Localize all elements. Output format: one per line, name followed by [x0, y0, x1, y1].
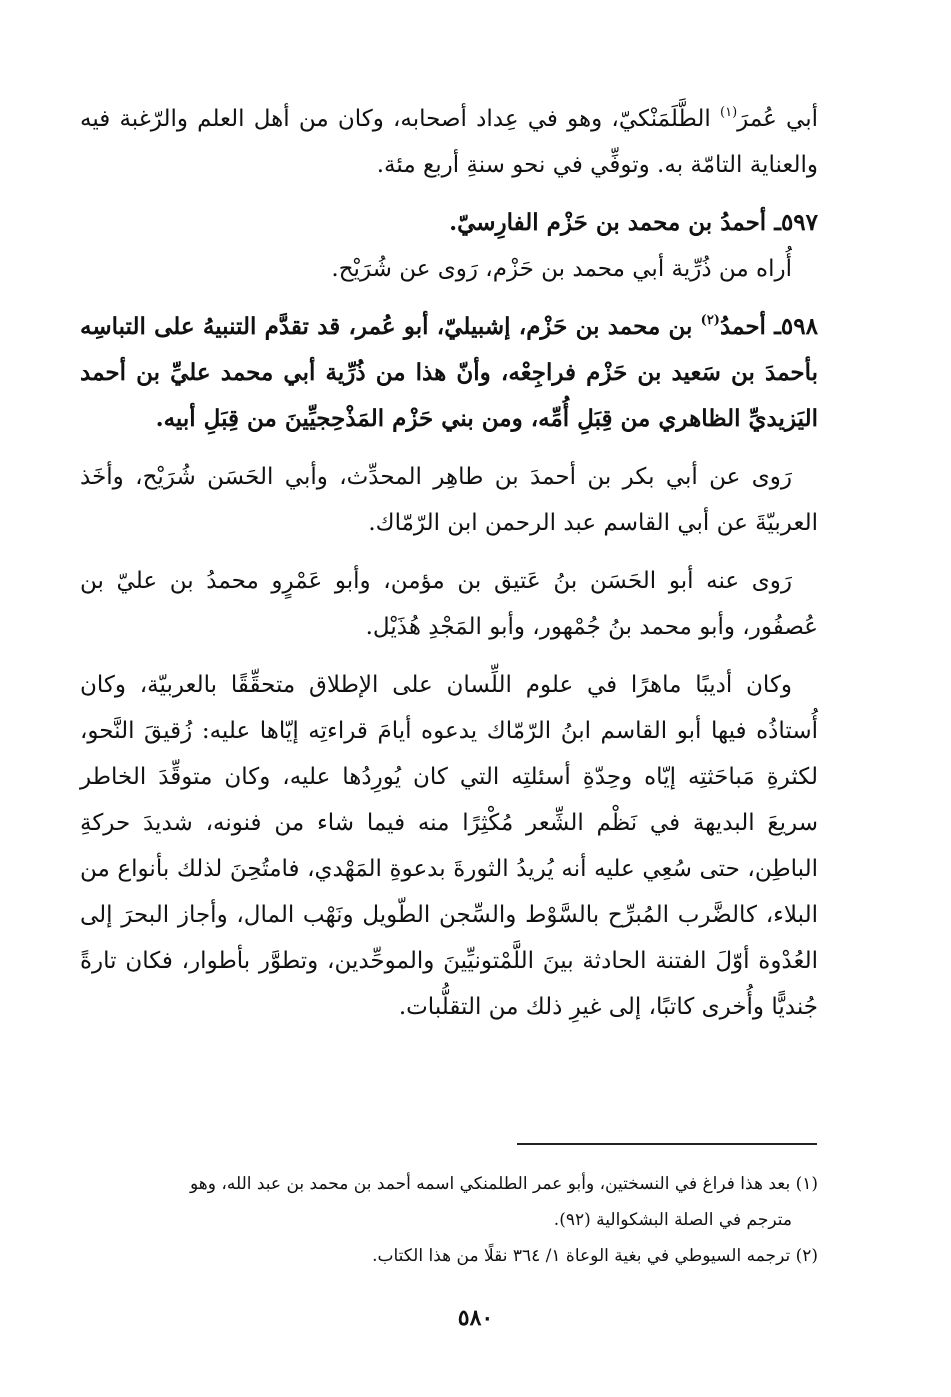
entry-name: أحمدُ بن محمد بن حَزْم الفارِسيّ. — [449, 209, 775, 236]
entry-597-body: أُراه من ذُرِّية أبي محمد بن حَزْم، رَوى عن شُرَيْح. — [331, 256, 792, 282]
text-run: أبي عُمرَ — [737, 106, 818, 132]
text-run: بن محمد بن حَزْم، إشبيليّ، أبو عُمر، قد تقدَّم التنبيهُ على التباسِه بأحمدَ بن سَعيد بن حَزْم فراجِعْه، وأنّ هذا من ذُرِّية أبي محمد عليِّ بن أحمد اليَزيديِّ الظاهري من قِبَلِ أُمِّه، ومن بني حَزْم المَذْحِجيِّينَ من قِبَلِ أبيه. — [80, 313, 818, 432]
text-run: الطَّلَمَنْكيّ، وهو في عِداد أصحابه، وكان من أهل العلم والرّغبة فيه والعناية التامّة به. وتوفِّي في نحو سنةِ أربع مئة. — [80, 106, 818, 178]
paragraph-continuation — [80, 96, 818, 188]
footnote-1-continuation: مترجم في الصلة البشكوالية (٩٢). — [553, 1210, 792, 1230]
footnote-divider — [517, 1143, 817, 1145]
footnote-ref-2[interactable]: (٢) — [700, 313, 720, 328]
footnotes — [80, 1166, 818, 1274]
footnote-2: (٢) ترجمه السيوطي في بغية الوعاة ١/ ٣٦٤ نقلًا من هذا الكتاب. — [372, 1246, 818, 1266]
page-number: ٥٨٠ — [457, 1305, 494, 1331]
footnote-ref-1[interactable]: (١) — [720, 105, 738, 120]
entry-number: ٥٩٧ـ — [774, 209, 818, 236]
paragraph-riwaya-1: رَوى عن أبي بكر بن أحمدَ بن طاهِر المحدِّث، وأبي الحَسَن شُرَيْح، وأخَذ العربيّةَ عن أبي القاسم عبد الرحمن ابن الرّمّاك. — [80, 464, 818, 536]
footnote-1: (١) بعد هذا فراغ في النسختين، وأبو عمر الطلمنكي اسمه أحمد بن محمد بن عبد الله، وهو — [189, 1174, 818, 1194]
entry-597-heading — [80, 200, 818, 246]
paragraph-riwaya-2: رَوى عنه أبو الحَسَن بنُ عَتيق بن مؤمن، وأبو عَمْرٍو محمدُ بن عليّ بن عُصفُور، وأبو محمد بنُ جُمْهور، وأبو المَجْدِ هُذَيْل. — [80, 568, 818, 640]
main-text — [80, 96, 818, 1030]
entry-name: أحمدُ — [719, 313, 775, 340]
paragraph-adib: وكان أديبًا ماهرًا في علوم اللِّسان على الإطلاق متحقِّقًا بالعربيّة، وكان أُستاذُه فيها أبو القاسم ابنُ الرّمّاك يدعوه أيامَ قراءتِه إيّاها عليه: زُقيقَ النَّحو، لكثرةِ مَباحَثتِه إيّاه وحِدّةِ أسئلتِه التي كان يُورِدُها عليه، وكان متوقِّدَ الخاطر سريعَ البديهة في نَظْم الشِّعر مُكْثِرًا منه فيما شاء من فنونه، شديدَ حركةِ الباطِن، حتى سُعِي عليه أنه يُريدُ الثورةَ بدعوةِ المَهْدي، فامتُحِنَ لذلك بأنواع من البلاء، كالضَّرب المُبرِّح بالسَّوْط والسِّجن الطّويل ونَهْب المال، وأجاز البحرَ إلى العُدْوة أوّلَ الفتنة الحادثة بينَ اللَّمْتونيِّينَ والموحِّدين، وتطوَّر بأطوار، فكان تارةً جُنديًّا وأُخرى كاتبًا، إلى غيرِ ذلك من التقلُّبات. — [80, 672, 818, 1020]
entry-number: ٥٩٨ـ — [774, 313, 818, 340]
entry-598-heading — [80, 304, 818, 442]
